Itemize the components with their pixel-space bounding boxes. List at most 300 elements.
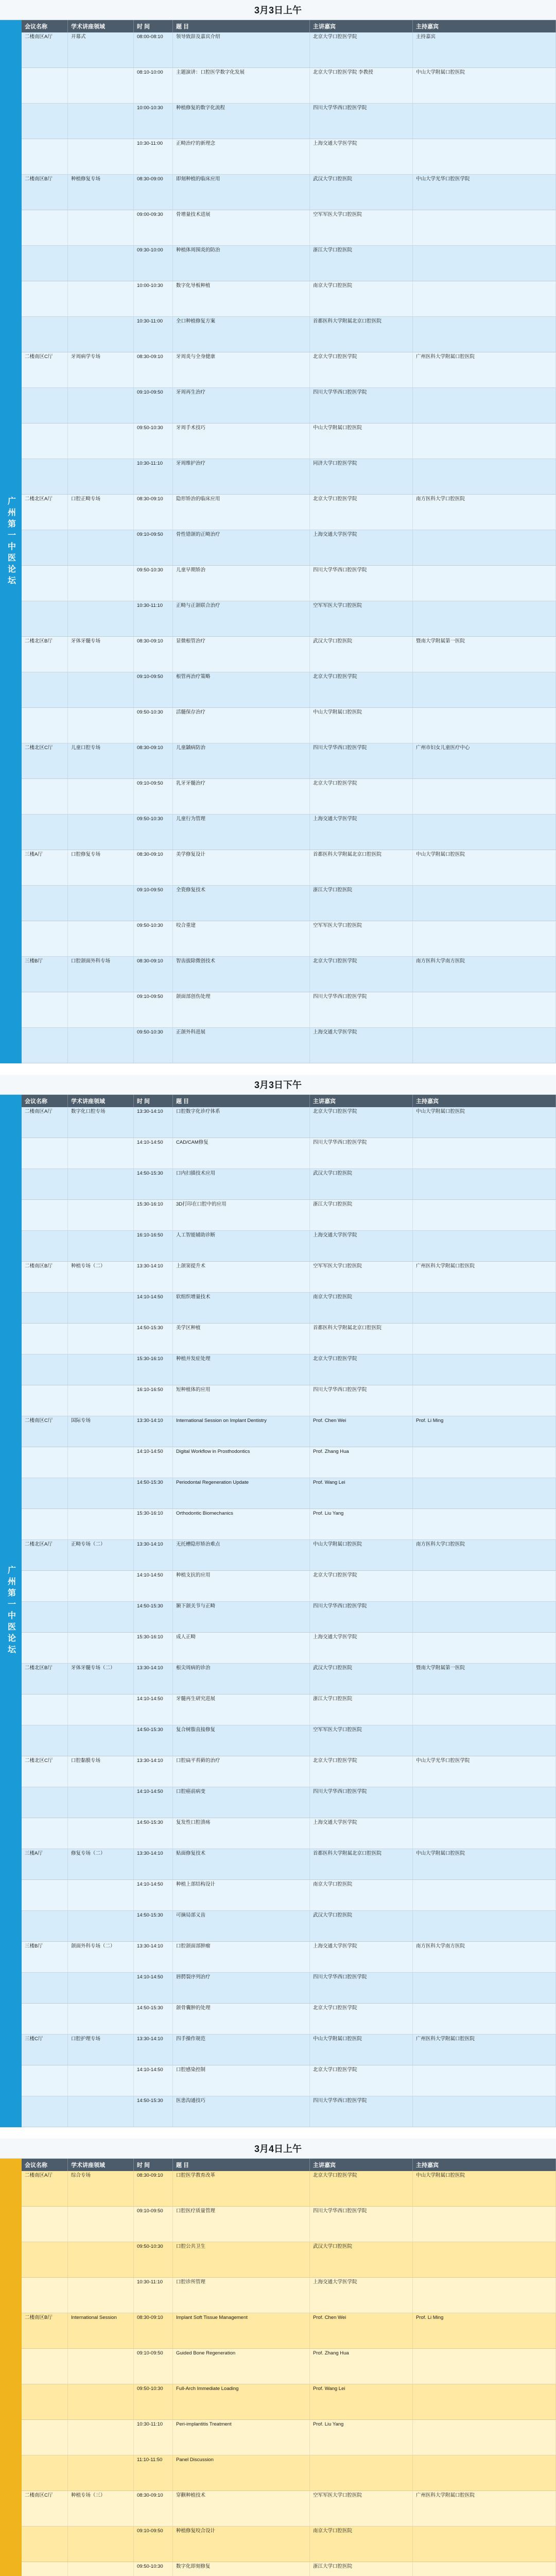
cell-time: 09:10-09:50 [134,2207,173,2242]
cell-title: 口腔医学教育改革 [173,2171,310,2206]
table-row [22,779,556,815]
cell-speaker: 浙江大学口腔医院 [310,1694,413,1725]
cell-speaker: 空军军医大学口腔医院 [310,921,413,956]
cell-venue: 二楼北区C厅 [22,743,68,778]
cell-venue: 三楼A厅 [22,850,68,885]
cell-chair: 主持嘉宾 [413,32,556,67]
cell-time: 09:50-10:30 [134,2242,173,2277]
cell-speaker: 空军军医大学口腔医院 [310,601,413,636]
section-gap [0,2127,556,2139]
column-header-topic: 学术讲座领域 [68,1095,134,1107]
cell-speaker: 浙江大学口腔医院 [310,886,413,921]
cell-speaker: 武汉大学口腔医院 [310,175,413,210]
cell-speaker: 四川大学华西口腔医学院 [310,1973,413,2003]
cell-time: 14:10-14:50 [134,1973,173,2003]
cell-time: 10:30-11:00 [134,139,173,174]
table-row [22,1107,556,1138]
cell-time: 14:10-14:50 [134,1880,173,1910]
table-row [22,637,556,672]
table-row [22,1385,556,1416]
cell-time: 08:00-08:10 [134,32,173,67]
cell-speaker: 浙江大学口腔医院 [310,2562,413,2576]
side-label-bar [0,1095,22,2127]
cell-title: 3D打印在口腔中的应用 [173,1200,310,1230]
cell-time: 13:30-14:10 [134,1540,173,1570]
cell-chair [413,1324,556,1354]
cell-speaker: 四川大学华西口腔医学院 [310,1385,413,1416]
cell-topic [68,2455,134,2490]
cell-venue: 二楼南区B厅 [22,1262,68,1292]
table-row [22,1200,556,1231]
cell-title: Periodontal Regeneration Update [173,1478,310,1509]
cell-chair [413,1694,556,1725]
cell-topic: 种植专场（三） [68,2491,134,2526]
table-row [22,2384,556,2420]
column-header-speaker: 主讲嘉宾 [310,20,413,32]
cell-topic [68,1973,134,2003]
cell-venue [22,139,68,174]
column-header-chair: 主持嘉宾 [413,2159,556,2171]
cell-speaker: 北京大学口腔医学院 [310,779,413,814]
cell-venue [22,2420,68,2455]
cell-title: 牙髓再生研究进展 [173,1694,310,1725]
table-row [22,104,556,139]
table-row [22,992,556,1028]
cell-speaker: 南京大学口腔医院 [310,1880,413,1910]
table-row [22,2207,556,2242]
cell-speaker: 武汉大学口腔医院 [310,1169,413,1199]
cell-venue [22,459,68,494]
cell-speaker: 武汉大学口腔医院 [310,2242,413,2277]
cell-time: 09:50-10:30 [134,1028,173,1063]
cell-title: 贴面修复技术 [173,1849,310,1879]
cell-time: 14:10-14:50 [134,1293,173,1323]
cell-speaker: 中山大学附属口腔医院 [310,423,413,459]
cell-title: 牙周炎与全身健康 [173,352,310,387]
cell-chair: 广州医科大学附属口腔医院 [413,2035,556,2065]
cell-topic [68,1725,134,1756]
cell-time: 09:10-09:50 [134,886,173,921]
cell-speaker: 四川大学华西口腔医学院 [310,388,413,423]
cell-time: 10:00-10:30 [134,281,173,316]
cell-speaker: 北京大学口腔医学院 [310,2004,413,2034]
cell-venue [22,104,68,139]
cell-time: 11:10-11:50 [134,2455,173,2490]
cell-speaker: 上海交通大学医学院 [310,1942,413,1972]
table-header [22,20,556,32]
table-row [22,1138,556,1169]
cell-chair [413,1911,556,1941]
table-row [22,1231,556,1262]
table-row [22,2004,556,2035]
cell-topic [68,210,134,245]
cell-speaker: 上海交通大学医学院 [310,530,413,565]
cell-chair [413,210,556,245]
cell-speaker: 北京大学口腔医学院 [310,1756,413,1787]
cell-venue [22,1787,68,1818]
cell-chair [413,139,556,174]
table-row [22,2420,556,2455]
cell-title: 口腔扁平苔藓的治疗 [173,1756,310,1787]
table-header [22,1095,556,1107]
cell-speaker: 四川大学华西口腔医学院 [310,104,413,139]
cell-venue [22,1880,68,1910]
cell-venue: 二楼南区A厅 [22,32,68,67]
cell-title: 口腔诊所管理 [173,2278,310,2313]
cell-title: 种植修复咬合设计 [173,2527,310,2562]
cell-chair [413,1169,556,1199]
cell-topic [68,886,134,921]
cell-title: 数字化即刻修复 [173,2562,310,2576]
side-label: 广州第一中医论坛 [6,496,15,587]
cell-title: 医患沟通技巧 [173,2096,310,2127]
cell-time: 14:50-15:30 [134,1818,173,1849]
cell-title: 种植支抗的应用 [173,1571,310,1601]
cell-venue [22,2527,68,2562]
cell-speaker: Prof. Zhang Hua [310,1447,413,1478]
cell-topic [68,2096,134,2127]
cell-time: 10:30-11:00 [134,317,173,352]
cell-title: Guided Bone Regeneration [173,2349,310,2384]
cell-time: 09:10-09:50 [134,779,173,814]
cell-chair [413,2065,556,2096]
cell-speaker: 北京大学口腔医学院 [310,2171,413,2206]
cell-speaker: 浙江大学口腔医院 [310,1200,413,1230]
table-row [22,1911,556,1942]
cell-topic [68,1602,134,1632]
cell-topic [68,2420,134,2455]
cell-chair: 南方医科大学南方医院 [413,957,556,992]
table-row [22,1571,556,1602]
cell-title: 短种植体的应用 [173,1385,310,1416]
cell-venue: 二楼南区A厅 [22,1107,68,1138]
cell-time: 09:10-09:50 [134,2349,173,2384]
cell-topic [68,1138,134,1168]
cell-time: 13:30-14:10 [134,1942,173,1972]
cell-topic: International Session [68,2313,134,2348]
cell-chair [413,2455,556,2490]
table-row [22,1540,556,1571]
cell-chair [413,2096,556,2127]
cell-time: 14:10-14:50 [134,1787,173,1818]
column-header-time: 时 间 [134,1095,173,1107]
cell-topic [68,1324,134,1354]
cell-speaker: Prof. Liu Yang [310,1509,413,1539]
cell-chair [413,2278,556,2313]
cell-chair [413,1447,556,1478]
cell-title: 穿颧种植技术 [173,2491,310,2526]
cell-venue [22,1138,68,1168]
table-header [22,2159,556,2171]
cell-time: 14:50-15:30 [134,1169,173,1199]
column-header-title: 题 目 [173,20,310,32]
cell-title: 活髓保存治疗 [173,708,310,743]
cell-chair: 广州市妇女儿童医疗中心 [413,743,556,778]
cell-time: 08:30-09:10 [134,957,173,992]
cell-title: 颌骨囊肿的处理 [173,2004,310,2034]
cell-topic [68,1231,134,1261]
cell-title: 种植上部结构设计 [173,1880,310,1910]
cell-time: 13:30-14:10 [134,1262,173,1292]
cell-venue [22,2278,68,2313]
cell-topic: 口腔护理专场 [68,2035,134,2065]
cell-venue [22,1293,68,1323]
cell-time: 13:30-14:10 [134,1107,173,1138]
cell-chair [413,1138,556,1168]
cell-chair [413,1633,556,1663]
cell-chair [413,1880,556,1910]
cell-topic [68,1880,134,1910]
cell-time: 13:30-14:10 [134,2035,173,2065]
cell-topic [68,708,134,743]
cell-title: 智齿拔除微创技术 [173,957,310,992]
cell-time: 15:30-16:10 [134,1354,173,1385]
cell-time: 08:30-09:10 [134,743,173,778]
cell-title: CAD/CAM修复 [173,1138,310,1168]
cell-venue [22,1602,68,1632]
table-row [22,2527,556,2562]
cell-topic: 种植专场（二） [68,1262,134,1292]
cell-time: 13:30-14:10 [134,1756,173,1787]
cell-chair [413,2384,556,2419]
cell-time: 09:50-10:30 [134,815,173,850]
cell-title: 成人正畸 [173,1633,310,1663]
column-header-title: 题 目 [173,1095,310,1107]
cell-speaker: 北京大学口腔医学院 [310,495,413,530]
cell-venue [22,2207,68,2242]
cell-title: 正畸与正颌联合治疗 [173,601,310,636]
cell-chair [413,423,556,459]
table-row [22,210,556,246]
cell-topic: 口腔颌面外科专场 [68,957,134,992]
cell-chair: 中山大学附属口腔医院 [413,68,556,103]
cell-topic [68,1571,134,1601]
cell-time: 16:10-16:50 [134,1231,173,1261]
cell-topic [68,779,134,814]
cell-time: 15:30-16:10 [134,1633,173,1663]
cell-venue: 二楼南区B厅 [22,2313,68,2348]
table-row [22,1694,556,1725]
cell-title: 复发性口腔溃疡 [173,1818,310,1849]
table-row [22,1880,556,1911]
cell-venue [22,530,68,565]
cell-venue [22,2384,68,2419]
cell-chair [413,815,556,850]
cell-title: 美学区种植 [173,1324,310,1354]
cell-chair [413,246,556,281]
table-row [22,1293,556,1324]
cell-title: 根管再治疗策略 [173,672,310,707]
side-label-bar [0,2159,22,2576]
cell-chair: 暨南大学附属第一医院 [413,1664,556,1694]
cell-chair [413,2420,556,2455]
table-row [22,1447,556,1478]
cell-venue [22,992,68,1027]
cell-topic [68,1633,134,1663]
table-row [22,1633,556,1664]
cell-time: 09:00-09:30 [134,210,173,245]
cell-topic [68,2242,134,2277]
section-banner: 3月4日上午 [0,2139,556,2159]
cell-topic: 修复专场（二） [68,1849,134,1879]
cell-venue: 二楼北区A厅 [22,1540,68,1570]
cell-time: 09:50-10:30 [134,2562,173,2576]
cell-speaker: 上海交通大学医学院 [310,1818,413,1849]
cell-title: 种植并发症处理 [173,1354,310,1385]
cell-venue [22,1231,68,1261]
table-row [22,423,556,459]
cell-venue [22,672,68,707]
table-row [22,1818,556,1849]
column-header-topic: 学术讲座领域 [68,20,134,32]
cell-topic [68,1354,134,1385]
cell-time: 08:30-09:10 [134,352,173,387]
cell-chair: 中山大学附属口腔医院 [413,850,556,885]
cell-speaker: 四川大学华西口腔医学院 [310,2207,413,2242]
cell-title: 全口种植修复方案 [173,317,310,352]
cell-speaker: 北京大学口腔医学院 [310,1571,413,1601]
cell-title: 口腔医疗质量管理 [173,2207,310,2242]
table-row [22,32,556,68]
cell-venue: 三楼C厅 [22,2035,68,2065]
cell-title: Panel Discussion [173,2455,310,2490]
cell-title: 骨性错颌的正畸治疗 [173,530,310,565]
cell-venue [22,2455,68,2490]
cell-topic [68,2065,134,2096]
cell-title: 牙周维护治疗 [173,459,310,494]
table-row [22,886,556,921]
column-header-venue: 会议名称 [22,2159,68,2171]
cell-title: 口内扫描技术应用 [173,1169,310,1199]
cell-chair: 中山大学光华口腔医学院 [413,1756,556,1787]
cell-venue: 二楼北区B厅 [22,1664,68,1694]
cell-speaker: 南京大学口腔医院 [310,281,413,316]
cell-topic [68,992,134,1027]
column-header-time: 时 间 [134,20,173,32]
cell-venue [22,601,68,636]
cell-chair [413,317,556,352]
cell-topic [68,388,134,423]
cell-time: 14:10-14:50 [134,1447,173,1478]
cell-topic [68,1200,134,1230]
cell-speaker: 四川大学华西口腔医学院 [310,1602,413,1632]
cell-topic [68,139,134,174]
cell-speaker: 上海交通大学医学院 [310,1633,413,1663]
cell-topic [68,68,134,103]
cell-time: 08:10-10:00 [134,68,173,103]
cell-chair: 广州医科大学附属口腔医院 [413,2491,556,2526]
cell-speaker: 北京大学口腔医学院 [310,352,413,387]
cell-title: 主题演讲：口腔医学数字化发展 [173,68,310,103]
cell-venue [22,1911,68,1941]
cell-topic [68,459,134,494]
cell-chair [413,1231,556,1261]
cell-venue [22,2096,68,2127]
cell-time: 13:30-14:10 [134,1849,173,1879]
cell-title: 领导致辞及嘉宾介绍 [173,32,310,67]
cell-chair [413,992,556,1027]
cell-topic [68,2004,134,2034]
cell-chair: 中山大学附属口腔医院 [413,1107,556,1138]
cell-title: Digital Workflow in Prosthodontics [173,1447,310,1478]
table-row [22,1664,556,1694]
table-row [22,68,556,104]
cell-chair [413,2207,556,2242]
cell-chair: 中山大学附属口腔医院 [413,1849,556,1879]
cell-speaker: 北京大学口腔医学院 [310,957,413,992]
cell-title: 颞下颌关节与正畸 [173,1602,310,1632]
cell-time: 10:30-11:10 [134,2420,173,2455]
cell-venue: 二楼北区A厅 [22,495,68,530]
cell-venue [22,1200,68,1230]
cell-chair [413,672,556,707]
cell-speaker: 首都医科大学附属北京口腔医院 [310,850,413,885]
table-row [22,672,556,708]
cell-time: 14:50-15:30 [134,1478,173,1509]
cell-speaker: 北京大学口腔医学院 李教授 [310,68,413,103]
column-header-speaker: 主讲嘉宾 [310,2159,413,2171]
cell-topic: 种植修复专场 [68,175,134,210]
cell-speaker: 首都医科大学附属北京口腔医院 [310,1849,413,1879]
table-row [22,1849,556,1880]
table-row [22,1169,556,1200]
section-gap [0,1063,556,1075]
cell-time: 10:30-11:10 [134,601,173,636]
cell-topic: 口腔正畸专场 [68,495,134,530]
cell-time: 09:50-10:30 [134,423,173,459]
cell-time: 16:10-16:50 [134,1385,173,1416]
cell-chair: 中山大学附属口腔医院 [413,2171,556,2206]
cell-chair [413,708,556,743]
cell-venue [22,779,68,814]
cell-speaker: 空军军医大学口腔医院 [310,1725,413,1756]
cell-title: Implant Soft Tissue Management [173,2313,310,2348]
cell-time: 08:30-09:10 [134,637,173,672]
table-row [22,1973,556,2004]
cell-venue: 三楼B厅 [22,1942,68,1972]
cell-chair: 广州医科大学附属口腔医院 [413,1262,556,1292]
schedule-section [0,2139,556,2576]
cell-title: Peri-implantitis Treatment [173,2420,310,2455]
column-header-speaker: 主讲嘉宾 [310,1095,413,1107]
cell-speaker: 空军军医大学口腔医院 [310,210,413,245]
cell-speaker: 上海交通大学医学院 [310,815,413,850]
cell-topic [68,2527,134,2562]
cell-title: 全瓷修复技术 [173,886,310,921]
cell-topic: 开幕式 [68,32,134,67]
cell-speaker: Prof. Zhang Hua [310,2349,413,2384]
cell-speaker: 北京大学口腔医学院 [310,1107,413,1138]
cell-title: 咬合重建 [173,921,310,956]
cell-chair: 中山大学光华口腔医学院 [413,175,556,210]
column-header-topic: 学术讲座领域 [68,2159,134,2171]
cell-chair [413,1818,556,1849]
table-row [22,1262,556,1293]
table-row [22,708,556,743]
cell-venue: 二楼南区A厅 [22,2171,68,2206]
column-header-chair: 主持嘉宾 [413,20,556,32]
cell-topic: 牙体牙髓专场 [68,637,134,672]
cell-time: 13:30-14:10 [134,1664,173,1694]
cell-chair [413,1725,556,1756]
cell-chair [413,530,556,565]
cell-topic [68,2349,134,2384]
cell-venue [22,2004,68,2034]
cell-title: 口腔癌前病变 [173,1787,310,1818]
cell-topic [68,1911,134,1941]
cell-title: 正颌外科进展 [173,1028,310,1063]
side-label-bar [0,20,22,1063]
